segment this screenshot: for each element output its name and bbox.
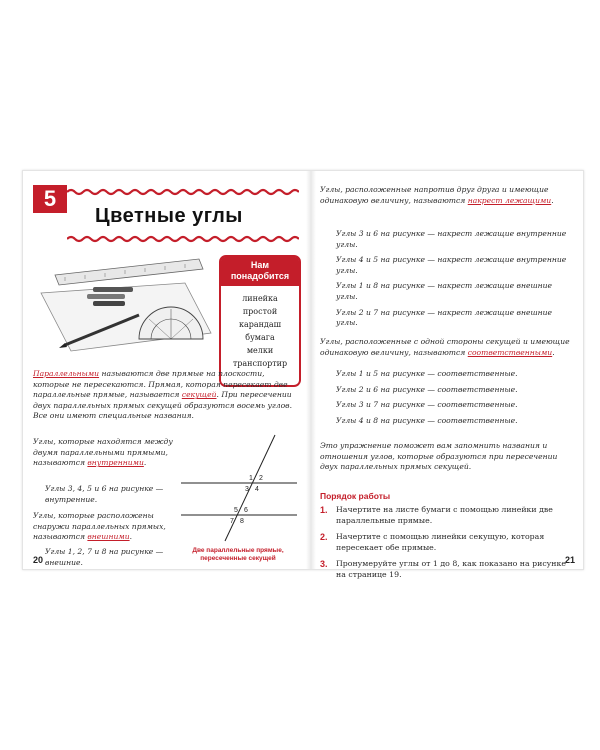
angle-label: 4 <box>255 486 259 493</box>
materials-item: мелки <box>246 346 274 355</box>
list-item: Углы 1 и 8 на рисунке — накрест лежащие внешние углы. <box>336 281 553 301</box>
angle-label: 2 <box>259 475 263 482</box>
page-number-right: 21 <box>564 555 575 565</box>
materials-item: карандаш <box>238 320 282 329</box>
list-item: Углы 3 и 6 на рисунке — накрест лежащие внутренние углы. <box>336 229 567 249</box>
diagram-caption: Две параллельные прямые, пересеченные секущей <box>192 547 284 562</box>
tools-illustration <box>35 253 215 353</box>
materials-list <box>221 292 299 370</box>
paragraph-parallel-definition: Параллельными называются две прямые на плоскости, которые не пересекаются. Прямая, которая пересекает две параллельные прямые, называется секущей. При пересечении двух параллельных прямых секущей образуются восемь углов. Все они имеют специальные названия. <box>33 369 292 421</box>
list-item: Углы 3 и 7 на рисунке — соответственные. <box>336 400 518 410</box>
paragraph-exterior-example: Углы 1, 2, 7 и 8 на рисунке — внешние. <box>45 547 164 567</box>
materials-item: простой <box>242 307 278 316</box>
step-text: Начертите на листе бумаги с помощью линейки две параллельные прямые. <box>336 505 553 525</box>
angle-label: 1 <box>249 475 253 482</box>
ruler-icon <box>55 259 203 285</box>
angle-label: 7 <box>230 518 234 525</box>
book-spread <box>22 170 584 579</box>
transversal-line <box>225 435 275 541</box>
paragraph-alternate-angles: Углы, расположенные напротив друг друга и имеющие одинаковую величину, называются накрест лежащими. <box>320 185 554 205</box>
parallel-lines-diagram <box>175 433 301 543</box>
materials-item: линейка <box>242 294 278 303</box>
procedure-steps <box>320 505 576 587</box>
book-gutter <box>306 171 316 569</box>
step-text: Пронумеруйте углы от 1 до 8, как показано на рисунке на странице 19. <box>336 559 566 579</box>
right-page <box>316 171 583 579</box>
step-number: 3. <box>320 559 328 570</box>
paragraph-interior-example: Углы 3, 4, 5 и 6 на рисунке — внутренние. <box>45 484 164 504</box>
materials-item: транспортир <box>232 359 288 368</box>
list-item: Углы 1 и 5 на рисунке — соответственные. <box>336 369 518 378</box>
step-number: 1. <box>320 505 328 515</box>
paragraph-interior-angles: Углы, которые находятся между двумя параллельными прямыми, называются внутренними. <box>33 437 173 468</box>
wavy-border-bottom <box>67 235 299 243</box>
procedure-heading: Порядок работы <box>320 491 391 501</box>
angle-label: 5 <box>234 507 238 514</box>
step-text: Начертите с помощью линейки секущую, которая пересекает обе прямые. <box>336 532 545 552</box>
paragraph-exercise-purpose: Это упражнение поможет вам запомнить названия и отношения углов, которые образуются при пересечении двух параллельных прямых секущей. <box>320 441 558 472</box>
list-item: Углы 4 и 5 на рисунке — накрест лежащие внутренние углы. <box>336 255 567 275</box>
left-page <box>23 171 306 569</box>
angle-label: 3 <box>245 486 249 493</box>
procedure-step <box>320 559 576 580</box>
angle-label: 8 <box>240 518 244 525</box>
materials-item: бумага <box>245 333 275 342</box>
alternate-angles-list <box>320 229 576 334</box>
list-item: Углы 2 и 6 на рисунке — соответственные. <box>336 384 518 394</box>
paragraph-exterior-angles: Углы, которые расположены снаружи параллельных прямых, называются внешними. <box>33 511 166 542</box>
wavy-border-top <box>67 188 299 196</box>
procedure-step <box>320 505 576 526</box>
materials-heading: Нам понадобится <box>221 257 299 286</box>
page-title: Цветные углы <box>95 205 243 227</box>
angle-label: 6 <box>244 507 248 514</box>
list-item: Углы 4 и 8 на рисунке — соответственные. <box>336 415 518 425</box>
step-number: 2. <box>320 532 328 543</box>
chapter-number: 5 <box>33 185 67 213</box>
corresponding-angles-list <box>320 369 576 431</box>
materials-box <box>219 255 301 387</box>
paragraph-corresponding-angles: Углы, расположенные с одной стороны секущей и имеющие одинаковую величину, называются соответственными. <box>320 337 570 357</box>
list-item: Углы 2 и 7 на рисунке — накрест лежащие внешние углы. <box>336 307 553 328</box>
procedure-step <box>320 532 576 553</box>
page-number-left: 20 <box>33 555 44 565</box>
